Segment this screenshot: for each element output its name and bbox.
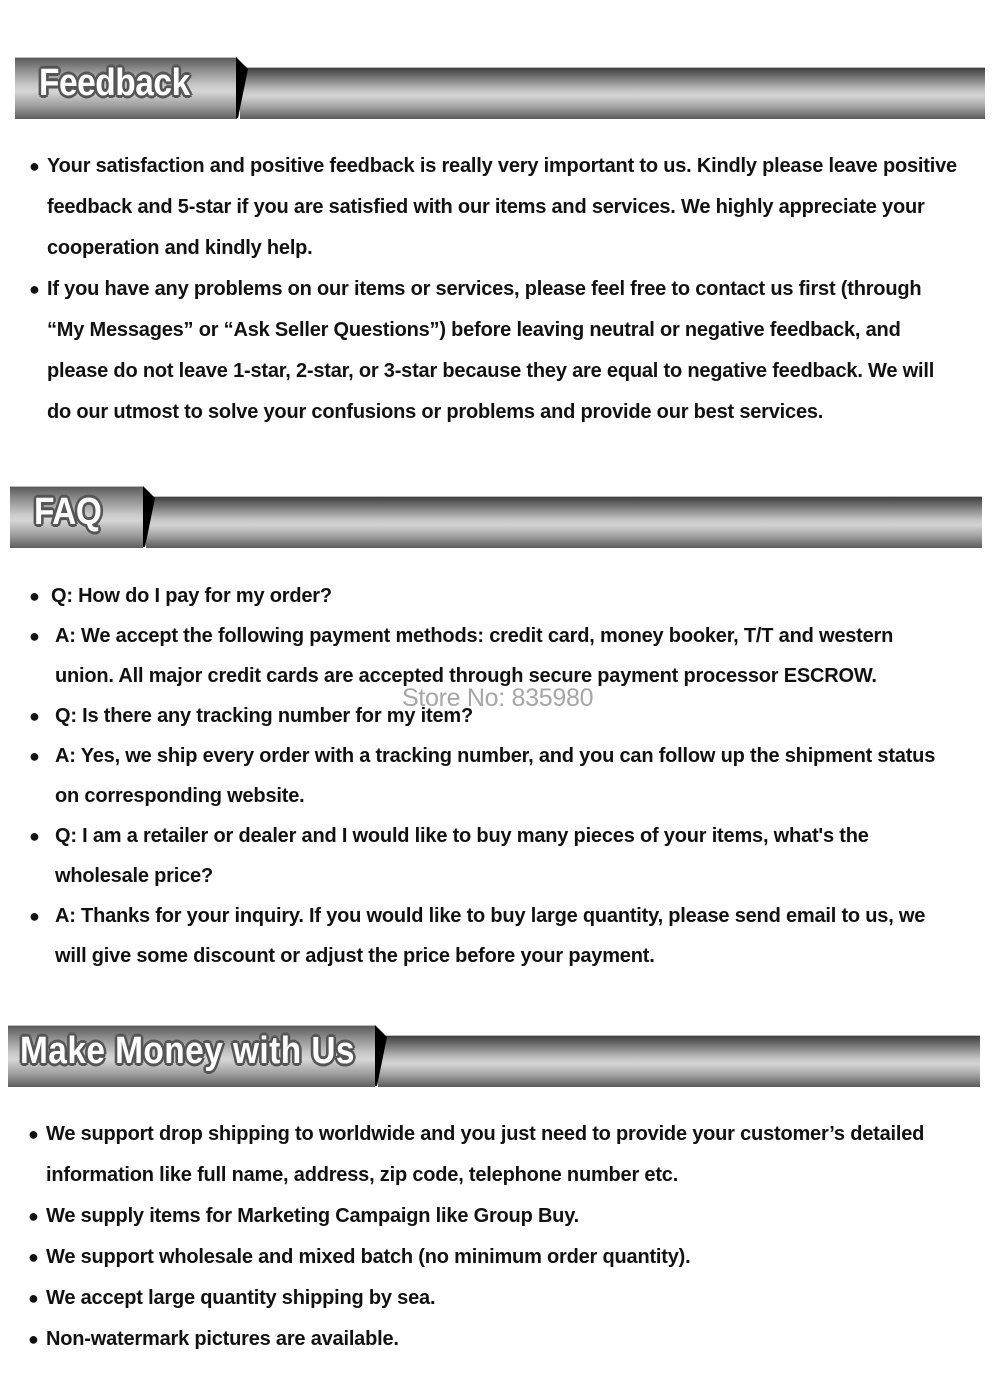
make-money-list	[28, 1114, 996, 1360]
feedback-header	[15, 57, 985, 119]
list-item-text: We support wholesale and mixed batch (no minimum order quantity).	[46, 1246, 691, 1268]
list-item-text: Non-watermark pictures are available.	[46, 1328, 399, 1350]
faq-answer	[29, 896, 995, 976]
list-item-text: We accept large quantity shipping by sea.	[46, 1287, 436, 1309]
list-item-text: If you have any problems on our items or services, please feel free to contact us first (through “My Messages” or “Ask Seller Questions”) before leaving neutral or negative feedback, and please do not leave 1-star, 2-star, or 3-star because they are equal to negative feedback. We will do our utmost to solve your confusions or problems and provide our best services.	[47, 278, 935, 423]
bullet-icon: ●	[29, 746, 40, 766]
store-watermark: Store No: 835980	[402, 684, 594, 712]
list-item	[28, 1278, 996, 1319]
section-title: Make Money with Us	[20, 1030, 355, 1072]
list-item-text: A: Thanks for your inquiry. If you would like to buy large quantity, please send email to us, we will give some discount or adjust the price before your payment.	[55, 905, 926, 967]
bullet-icon: ●	[29, 156, 40, 176]
list-item-text: We support drop shipping to worldwide and you just need to provide your customer’s detailed information like full name, address, zip code, telephone number etc.	[46, 1123, 925, 1186]
bullet-icon: ●	[28, 1288, 39, 1308]
header-tab	[15, 57, 237, 119]
header-tab	[10, 486, 143, 548]
list-item	[29, 269, 997, 433]
header-wedge-icon	[141, 486, 155, 547]
bullet-icon: ●	[28, 1124, 39, 1144]
header-tab	[8, 1025, 375, 1087]
make-money-header	[8, 1025, 980, 1087]
list-item	[28, 1319, 996, 1360]
bullet-icon: ●	[29, 586, 40, 606]
section-title: FAQ	[34, 491, 102, 533]
list-item	[28, 1114, 996, 1196]
list-item	[28, 1237, 996, 1278]
bullet-icon: ●	[29, 279, 40, 299]
bullet-icon: ●	[28, 1329, 39, 1349]
list-item	[29, 146, 997, 269]
bullet-icon: ●	[29, 826, 40, 846]
bullet-icon: ●	[29, 706, 40, 726]
faq-answer	[29, 736, 995, 816]
header-bar	[240, 67, 985, 119]
faq-list	[29, 576, 995, 976]
header-wedge-icon	[234, 57, 248, 118]
list-item-text: Q: How do I pay for my order?	[51, 585, 332, 607]
list-item-text: Q: I am a retailer or dealer and I would like to buy many pieces of your items, what's the wholesale price?	[55, 825, 869, 887]
list-item	[28, 1196, 996, 1237]
list-item-text: We supply items for Marketing Campaign like Group Buy.	[46, 1205, 579, 1227]
bullet-icon: ●	[29, 906, 40, 926]
list-item-text: Q: Is there any tracking number for my item?	[55, 705, 473, 727]
list-item-text: A: Yes, we ship every order with a tracking number, and you can follow up the shipment status on corresponding website.	[55, 745, 936, 807]
header-bar	[146, 496, 982, 548]
header-wedge-icon	[373, 1025, 387, 1086]
faq-question	[29, 576, 991, 616]
header-bar	[378, 1035, 980, 1087]
feedback-list	[29, 146, 997, 433]
bullet-icon: ●	[29, 626, 40, 646]
list-item-text: A: We accept the following payment methods: credit card, money booker, T/T and western union. All major credit cards are accepted through secure payment processor ESCROW.	[55, 625, 894, 687]
bullet-icon: ●	[28, 1247, 39, 1267]
list-item-text: Your satisfaction and positive feedback is really very important to us. Kindly please leave positive feedback and 5-star if you are satisfied with our items and services. We highly appreciate your cooperation and kindly help.	[47, 155, 957, 259]
bullet-icon: ●	[28, 1206, 39, 1226]
section-title: Feedback	[39, 62, 190, 104]
faq-header	[10, 486, 982, 548]
faq-question	[29, 816, 995, 896]
